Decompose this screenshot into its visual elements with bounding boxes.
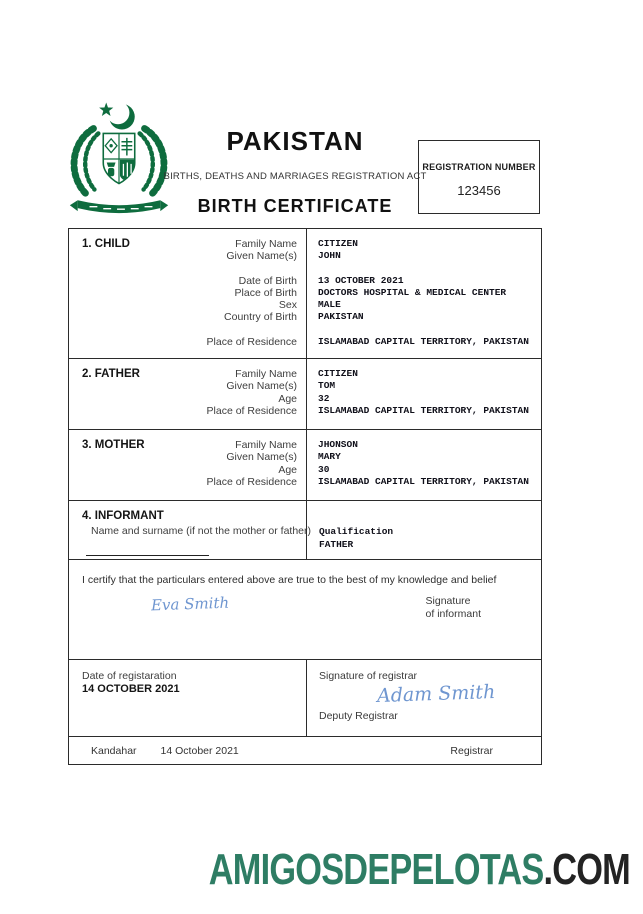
informant-right-cell xyxy=(306,501,541,559)
father-labels-cell xyxy=(69,359,306,429)
document-header xyxy=(130,100,460,217)
field-label: Place of Residence xyxy=(206,335,297,348)
section-father xyxy=(69,358,541,429)
field-value: PAKISTAN xyxy=(318,311,364,323)
field-value: MALE xyxy=(318,299,341,311)
qualification-label: Qualification xyxy=(319,526,394,537)
field-value: ISLAMABAD CAPITAL TERRITORY, PAKISTAN xyxy=(318,335,529,347)
registrar-signature: Adam Smith xyxy=(376,680,496,708)
field-value: ISLAMABAD CAPITAL TERRITORY, PAKISTAN xyxy=(318,404,529,416)
field-label: Family Name xyxy=(235,439,297,451)
registration-place: Kandahar xyxy=(91,744,137,757)
field-value: 13 OCTOBER 2021 xyxy=(318,274,404,286)
informant-name-blank-line xyxy=(86,555,209,556)
informant-signature: Eva Smith xyxy=(150,593,230,615)
field-label: Place of Birth xyxy=(234,286,297,299)
certification-signature-area xyxy=(69,595,541,621)
field-value: MARY xyxy=(318,451,341,463)
country-title: PAKISTAN xyxy=(226,126,364,156)
certification-statement: I certify that the particulars entered above are true to the best of my knowledge and belief xyxy=(82,574,497,586)
child-section-title: 1. CHILD xyxy=(82,238,130,250)
footer-row xyxy=(69,736,541,764)
field-value: CITIZEN xyxy=(318,368,358,379)
signature-label-line2: of informant xyxy=(425,608,481,620)
field-label: Country of Birth xyxy=(224,311,297,324)
qualification-value: FATHER xyxy=(319,539,354,550)
field-value: TOM xyxy=(318,380,336,392)
registration-number-label: REGISTRATION NUMBER xyxy=(422,162,536,172)
signature-label-line1: Signature xyxy=(425,595,471,607)
father-section-title: 2. FATHER xyxy=(82,368,140,380)
field-value: JHONSON xyxy=(318,439,358,450)
field-label: Place of Residence xyxy=(206,404,297,417)
mother-values-cell xyxy=(306,430,541,500)
registrar-signature-cell xyxy=(306,660,541,736)
field-label: Age xyxy=(278,392,297,405)
registrar-title: Deputy Registrar xyxy=(319,710,398,722)
certificate-table xyxy=(68,228,542,765)
informant-qualification xyxy=(307,501,541,551)
field-value: DOCTORS HOSPITAL & MEDICAL CENTER xyxy=(318,286,507,298)
field-value: 30 xyxy=(318,463,330,475)
section-informant xyxy=(69,500,541,559)
field-value: JOHN xyxy=(318,250,341,262)
registration-date-cell xyxy=(69,660,306,736)
field-label: Sex xyxy=(278,299,297,312)
registration-number-box xyxy=(418,140,540,214)
signature-of-informant-label xyxy=(426,595,481,621)
registration-date-value: 14 OCTOBER 2021 xyxy=(82,683,180,695)
informant-section-title: 4. INFORMANT xyxy=(82,510,164,522)
child-values xyxy=(307,229,541,348)
certification-row xyxy=(69,559,541,659)
mother-values xyxy=(307,430,541,488)
field-label: Given Name(s) xyxy=(226,250,297,263)
mother-labels-cell xyxy=(69,430,306,500)
field-value: 32 xyxy=(318,392,330,404)
document-title: BIRTH CERTIFICATE xyxy=(197,196,393,216)
registration-row xyxy=(69,659,541,736)
father-values xyxy=(307,359,541,417)
field-label: Family Name xyxy=(235,238,297,250)
field-label: Date of Birth xyxy=(238,274,297,287)
field-label: Given Name(s) xyxy=(226,380,297,393)
mother-section-title: 3. MOTHER xyxy=(82,439,145,451)
field-label: Place of Residence xyxy=(206,475,297,488)
field-value: ISLAMABAD CAPITAL TERRITORY, PAKISTAN xyxy=(318,475,529,487)
informant-name-label: Name and surname (if not the mother or father) xyxy=(91,525,312,537)
child-values-cell xyxy=(306,229,541,358)
act-subtitle: BIRTHS, DEATHS AND MARRIAGES REGISTRATION ACT xyxy=(163,171,427,182)
father-values-cell xyxy=(306,359,541,429)
registration-number-value: 123456 xyxy=(457,183,501,198)
child-labels-cell xyxy=(69,229,306,358)
registration-date-label: Date of registaration xyxy=(82,670,177,682)
field-value: CITIZEN xyxy=(318,238,358,249)
section-child xyxy=(69,229,541,358)
field-label: Given Name(s) xyxy=(226,451,297,464)
informant-left-cell xyxy=(69,501,312,559)
field-label: Family Name xyxy=(235,368,297,380)
watermark-brand: AMIGOSDEPELOTAS xyxy=(208,845,544,894)
site-watermark xyxy=(209,845,630,895)
footer-date: 14 October 2021 xyxy=(160,744,239,757)
watermark-tld: .COM xyxy=(543,845,630,894)
field-label: Age xyxy=(278,463,297,476)
registrar-role-label: Registrar xyxy=(450,744,493,757)
section-mother xyxy=(69,429,541,500)
registrar-signature-label: Signature of registrar xyxy=(319,670,418,682)
